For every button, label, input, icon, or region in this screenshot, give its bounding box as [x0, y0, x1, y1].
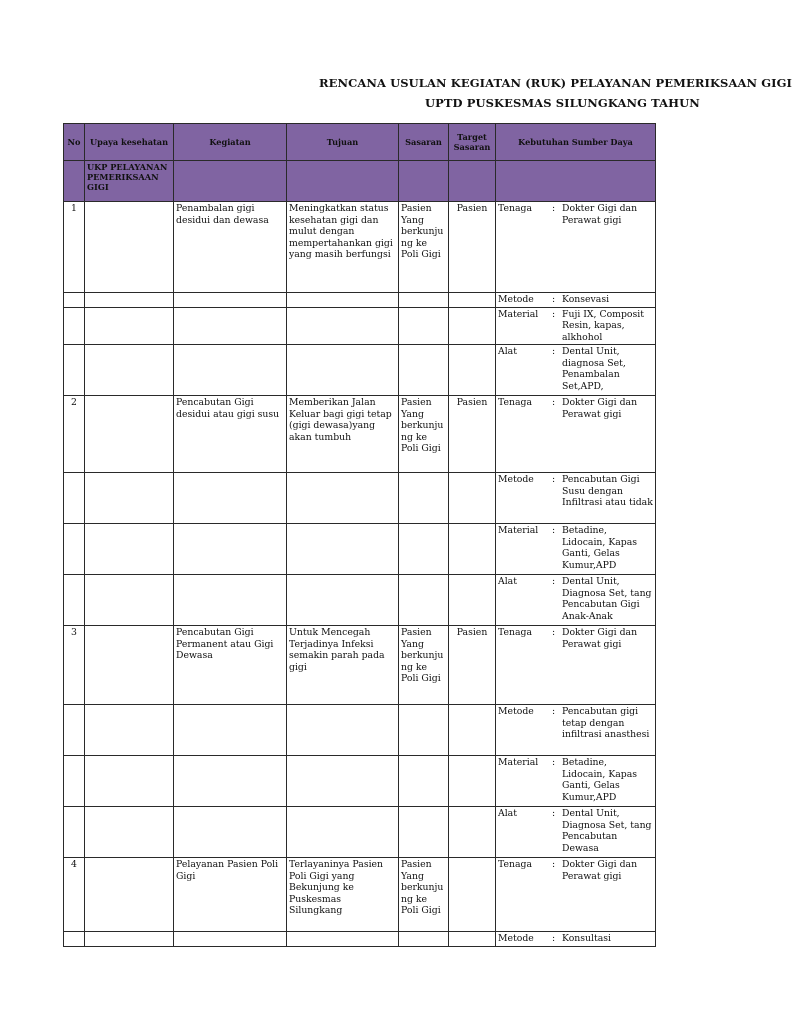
resource-value: Betadine, Lidocain, Kapas Ganti, Gelas Kumur,APD: [562, 525, 638, 571]
resource-value: Konsultasi: [562, 933, 612, 944]
resource-label: Metode: [498, 294, 534, 305]
resource-label: Metode: [498, 706, 534, 717]
sasaran-cell: [399, 705, 449, 756]
header-tujuan: Tujuan: [287, 124, 399, 161]
resource-colon: :: [552, 706, 556, 717]
upaya-cell: [85, 473, 174, 524]
header-no: No: [64, 124, 85, 161]
sasaran-cell: [399, 473, 449, 524]
resource-label: Tenaga: [498, 627, 533, 638]
kebutuhan-cell: [496, 626, 656, 705]
resource-entry: [498, 933, 653, 945]
sasaran-cell: Pasien Yang berkunju ng ke Poli Gigi: [399, 858, 449, 932]
resource-label: Material: [498, 308, 539, 320]
tujuan-cell: [287, 932, 399, 947]
resource-value: Fuji IX, Composit Resin, kapas, alkhohol: [562, 308, 645, 343]
table-row: [64, 345, 656, 396]
resource-colon: :: [552, 933, 556, 944]
upaya-cell: [85, 202, 174, 293]
target-cell: Pasien: [449, 202, 496, 293]
kegiatan-cell: [174, 807, 287, 858]
upaya-cell: [85, 293, 174, 308]
tujuan-cell: [287, 293, 399, 308]
resource-entry: [498, 859, 653, 882]
upaya-cell: [85, 858, 174, 932]
title-line-1: RENCANA USULAN KEGIATAN (RUK) PELAYANAN PEMERIKSAAN GIGI: [319, 76, 792, 90]
kebutuhan-cell: [496, 293, 656, 308]
upaya-cell: [85, 932, 174, 947]
upaya-cell: [85, 705, 174, 756]
resource-entry: [498, 203, 653, 226]
kebutuhan-cell: [496, 473, 656, 524]
table-row: [64, 202, 656, 293]
target-cell: [449, 293, 496, 308]
kebutuhan-cell: [496, 524, 656, 575]
tujuan-cell: [287, 307, 399, 345]
target-cell: [449, 345, 496, 396]
tujuan-cell: Meningkatkan status kesehatan gigi dan mulut dengan mempertahankan gigi yang masih berfungsi: [287, 202, 399, 293]
sasaran-cell: [399, 756, 449, 807]
row-number: 4: [64, 858, 85, 932]
tujuan-cell: Memberikan Jalan Keluar bagi gigi tetap (gigi dewasa)yang akan tumbuh: [287, 396, 399, 473]
resource-colon: :: [552, 757, 556, 768]
resource-entry: [498, 346, 653, 392]
resource-colon: :: [552, 525, 556, 536]
resource-value: Dental Unit, Diagnosa Set, tang Pencabutan Gigi Anak-Anak: [562, 576, 652, 622]
resource-entry: [498, 808, 653, 854]
kebutuhan-cell: [496, 345, 656, 396]
row-number: [64, 345, 85, 396]
resource-colon: :: [552, 203, 556, 214]
sasaran-cell: Pasien Yang berkunju ng ke Poli Gigi: [399, 396, 449, 473]
kegiatan-cell: [174, 705, 287, 756]
resource-value: Dokter Gigi dan Perawat gigi: [562, 627, 638, 650]
kebutuhan-cell: [496, 202, 656, 293]
resource-label: Tenaga: [498, 203, 533, 214]
table-row: [64, 705, 656, 756]
resource-entry: [498, 525, 653, 571]
tujuan-cell: [287, 575, 399, 626]
header-sasaran: Sasaran: [399, 124, 449, 161]
kegiatan-cell: Pencabutan Gigi desidui atau gigi susu: [174, 396, 287, 473]
resource-value: Konsevasi: [562, 294, 610, 305]
header-target: Target Sasaran: [449, 124, 496, 161]
row-number: [64, 807, 85, 858]
target-cell: [449, 307, 496, 345]
row-number: [64, 293, 85, 308]
target-cell: [449, 932, 496, 947]
table-row: [64, 807, 656, 858]
resource-colon: :: [552, 859, 556, 870]
kebutuhan-cell: [496, 575, 656, 626]
tujuan-cell: Untuk Mencegah Terjadinya Infeksi semakin parah pada gigi: [287, 626, 399, 705]
table-row: [64, 932, 656, 947]
resource-entry: [498, 397, 653, 420]
upaya-cell: [85, 575, 174, 626]
resource-value: Dental Unit, Diagnosa Set, tang Pencabutan Dewasa: [562, 808, 652, 854]
resource-value: Dokter Gigi dan Perawat gigi: [562, 859, 638, 882]
resource-colon: :: [552, 346, 556, 357]
kebutuhan-cell: [496, 705, 656, 756]
tujuan-cell: Terlayaninya Pasien Poli Gigi yang Bekunjung ke Puskesmas Silungkang: [287, 858, 399, 932]
row-number: 2: [64, 396, 85, 473]
row-number: [64, 524, 85, 575]
table-row: [64, 396, 656, 473]
sasaran-cell: [399, 293, 449, 308]
kebutuhan-cell: [496, 396, 656, 473]
table-row: [64, 756, 656, 807]
resource-label: Alat: [498, 346, 517, 357]
kegiatan-cell: [174, 932, 287, 947]
target-cell: [449, 705, 496, 756]
resource-entry: [498, 627, 653, 650]
resource-label: Alat: [498, 808, 517, 819]
resource-colon: :: [552, 808, 556, 819]
resource-entry: [498, 757, 653, 803]
header-kegiatan: Kegiatan: [174, 124, 287, 161]
sasaran-cell: [399, 575, 449, 626]
resource-label: Metode: [498, 933, 534, 944]
target-cell: [449, 807, 496, 858]
row-number: [64, 756, 85, 807]
kegiatan-cell: [174, 473, 287, 524]
table-row: [64, 626, 656, 705]
resource-value: Pencabutan gigi tetap dengan infiltrasi anasthesi: [562, 706, 650, 740]
resource-colon: :: [552, 294, 556, 305]
tujuan-cell: [287, 345, 399, 396]
resource-value: Dental Unit, diagnosa Set, Penambalan Set,APD,: [562, 346, 626, 392]
header-upaya: Upaya kesehatan: [85, 124, 174, 161]
table-row: [64, 524, 656, 575]
resource-entry: [498, 706, 653, 741]
target-cell: [449, 524, 496, 575]
resource-colon: :: [552, 576, 556, 587]
target-cell: [449, 858, 496, 932]
tujuan-cell: [287, 807, 399, 858]
row-number: [64, 473, 85, 524]
resource-label: Metode: [498, 474, 534, 485]
table-row: [64, 293, 656, 308]
target-cell: Pasien: [449, 396, 496, 473]
resource-label: Alat: [498, 576, 517, 587]
row-number: 1: [64, 202, 85, 293]
target-cell: [449, 575, 496, 626]
resource-value: Dokter Gigi dan Perawat gigi: [562, 397, 638, 420]
resource-colon: :: [552, 397, 556, 408]
row-number: [64, 307, 85, 345]
resource-label: Material: [498, 757, 539, 768]
kegiatan-cell: [174, 756, 287, 807]
sasaran-cell: Pasien Yang berkunju ng ke Poli Gigi: [399, 202, 449, 293]
table-row: [64, 575, 656, 626]
kebutuhan-cell: [496, 858, 656, 932]
upaya-cell: [85, 756, 174, 807]
upaya-cell: [85, 807, 174, 858]
tujuan-cell: [287, 524, 399, 575]
row-number: [64, 575, 85, 626]
upaya-cell: [85, 524, 174, 575]
kebutuhan-cell: [496, 756, 656, 807]
kegiatan-cell: Pencabutan Gigi Permanent atau Gigi Dewasa: [174, 626, 287, 705]
resource-colon: :: [552, 474, 556, 485]
resource-label: Material: [498, 525, 539, 536]
kegiatan-cell: [174, 293, 287, 308]
row-number: 3: [64, 626, 85, 705]
target-cell: [449, 473, 496, 524]
resource-entry: [498, 294, 653, 306]
upaya-cell: [85, 396, 174, 473]
row-number: [64, 932, 85, 947]
resource-entry: [498, 576, 653, 622]
header-kebutuhan: Kebutuhan Sumber Daya: [496, 124, 656, 161]
sasaran-cell: [399, 345, 449, 396]
kegiatan-cell: [174, 307, 287, 345]
target-cell: Pasien: [449, 626, 496, 705]
table-row: [64, 307, 656, 345]
kegiatan-cell: [174, 575, 287, 626]
kebutuhan-cell: [496, 932, 656, 947]
tujuan-cell: [287, 756, 399, 807]
resource-label: Tenaga: [498, 397, 533, 408]
row-number: [64, 705, 85, 756]
sasaran-cell: [399, 807, 449, 858]
title-line-2: UPTD PUSKESMAS SILUNGKANG TAHUN: [425, 96, 700, 110]
kebutuhan-cell: [496, 807, 656, 858]
resource-value: Dokter Gigi dan Perawat gigi: [562, 203, 638, 226]
kegiatan-cell: [174, 524, 287, 575]
resource-entry: [498, 309, 653, 344]
kegiatan-cell: [174, 345, 287, 396]
resource-label: Tenaga: [498, 859, 533, 870]
kegiatan-cell: Penambalan gigi desidui dan dewasa: [174, 202, 287, 293]
upaya-cell: [85, 345, 174, 396]
table-row: [64, 858, 656, 932]
section-label: UKP PELAYANAN PEMERIKSAAN GIGI: [85, 161, 174, 202]
tujuan-cell: [287, 473, 399, 524]
ruk-table: [63, 123, 656, 947]
resource-value: Pencabutan Gigi Susu dengan Infiltrasi atau tidak: [562, 474, 653, 508]
title-area: [0, 60, 792, 120]
kebutuhan-cell: [496, 307, 656, 345]
sasaran-cell: Pasien Yang berkunju ng ke Poli Gigi: [399, 626, 449, 705]
target-cell: [449, 756, 496, 807]
resource-colon: :: [552, 627, 556, 638]
resource-entry: [498, 474, 653, 509]
sasaran-cell: [399, 524, 449, 575]
sasaran-cell: [399, 932, 449, 947]
kegiatan-cell: Pelayanan Pasien Poli Gigi: [174, 858, 287, 932]
section-row: [64, 161, 656, 202]
table-row: [64, 473, 656, 524]
upaya-cell: [85, 626, 174, 705]
resource-value: Betadine, Lidocain, Kapas Ganti, Gelas Kumur,APD: [562, 757, 638, 803]
upaya-cell: [85, 307, 174, 345]
resource-colon: :: [552, 308, 556, 320]
sasaran-cell: [399, 307, 449, 345]
tujuan-cell: [287, 705, 399, 756]
